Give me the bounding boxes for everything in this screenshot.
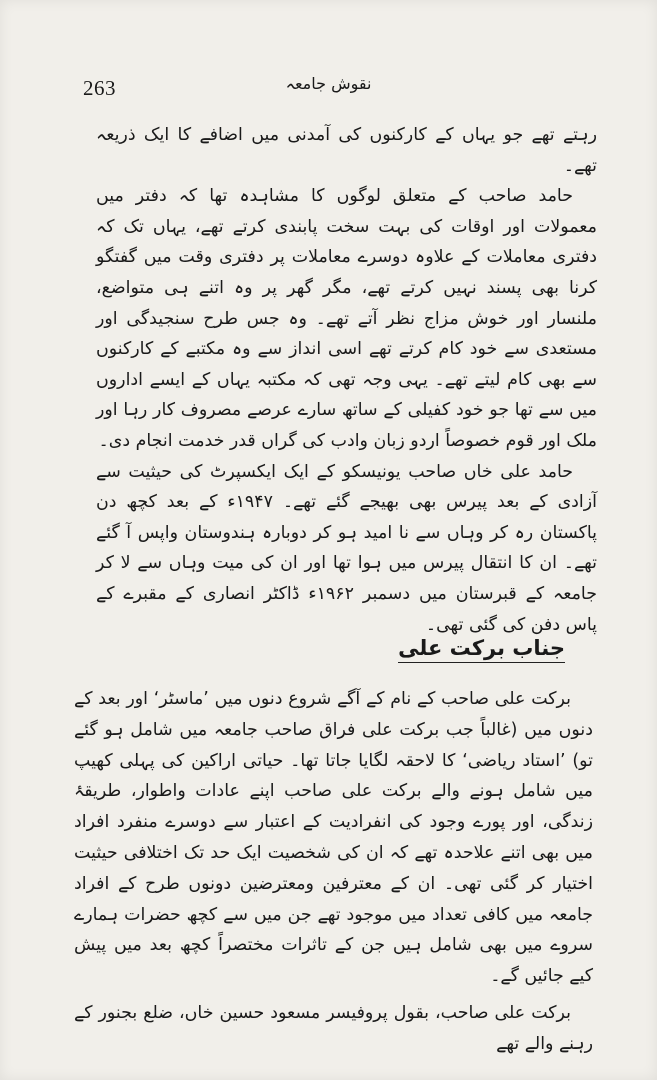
page-number: 263: [83, 76, 116, 100]
body-text-barkat-ali: [74, 684, 593, 1060]
paragraph-barkat-ali-origin: برکت علی صاحب، بقول پروفیسر مسعود حسین خاں، ضلع بجنور کے رہنے والے تھے: [74, 1002, 593, 1054]
paragraph-continuation: رہتے تھے جو یہاں کے کارکنوں کی آمدنی میں اضافے کا ایک ذریعہ تھے۔: [96, 125, 597, 176]
paragraph-hamid-ali-khan: حامد علی خاں صاحب یونیسکو کے ایک ایکسپرٹ کی حیثیت سے آزادی کے بعد پیرس بھی بھیجے گئے تھے۔ ۱۹۴۷ء کے بعد کچھ دن پاکستان رہ کر وہاں سے نا امید ہو کر دوبارہ ہندوستان واپس آ گئے تھے۔ ان کا انتقال پیرس میں ہوا تھا اور ان کی میت وہاں سے لا کر جامعہ کے قبرستان میں دسمبر ۱۹۶۲ء ڈاکٹر انصاری کے مقبرے کے پاس دفن کی گئی تھی۔: [96, 461, 597, 635]
body-text-part1: [96, 120, 597, 640]
paragraph-barkat-ali-intro: برکت علی صاحب کے نام کے آگے شروع دنوں میں ’ماسٹر‘ اور بعد کے دنوں میں (غالباً جب برکت علی فراق صاحب جامعہ میں شامل ہو گئے تو) ’استاد ریاضی‘ کا لاحقہ لگایا جاتا تھا۔ حیاتی اراکین کی پہلی کھیپ میں شامل ہونے والے برکت علی صاحب اپنے عادات واطوار، طریقۂ زندگی، اور پورے وجود کی انفرادیت کے اعتبار سے دوسرے منفرد افراد میں بھی اتنے علاحدہ تھے کہ ان کی شخصیت ایک حد تک اختلافی حیثیت اختیار کر گئی تھی۔ ان کے معترفین ومعترضین دونوں طرح کے افراد جامعہ میں کافی تعداد میں موجود تھے جن میں سے کچھ حضرات ہمارے سروے میں بھی شامل ہیں جن کے تاثرات مختصراً کچھ بعد میں پیش کیے جائیں گے۔: [74, 689, 593, 987]
running-title: نقوش جامعہ: [285, 74, 372, 93]
paragraph-hamid-sahib: حامد صاحب کے متعلق لوگوں کا مشاہدہ تھا کہ دفتر میں معمولات اور اوقات کی بہت سخت پابندی کرتے تھے، یہاں تک کہ دفتری معاملات کے علاوہ دوسرے معاملات پر دفتری وقت میں گفتگو کرنا بھی پسند نہیں کرتے تھے، مگر گھر پر وہ اتنے ہی متواضع، ملنسار اور خوش مزاج نظر آتے تھے۔ وہ جس طرح سنجیدگی اور مستعدی سے خود کام کرتے تھے اسی انداز سے وہ مکتبے کے کارکنوں سے بھی کام لیتے تھے۔ یہی وجہ تھی کہ مکتبہ یہاں کے ایسے اداروں میں سے تھا جو خود کفیلی کے ساتھ سارے عرصے مصروف کار رہا اور ملک اور قوم خصوصاً اردو زبان وادب کی گراں قدر خدمت انجام دی۔: [96, 186, 597, 451]
section-heading: جناب برکت علی: [398, 636, 565, 663]
